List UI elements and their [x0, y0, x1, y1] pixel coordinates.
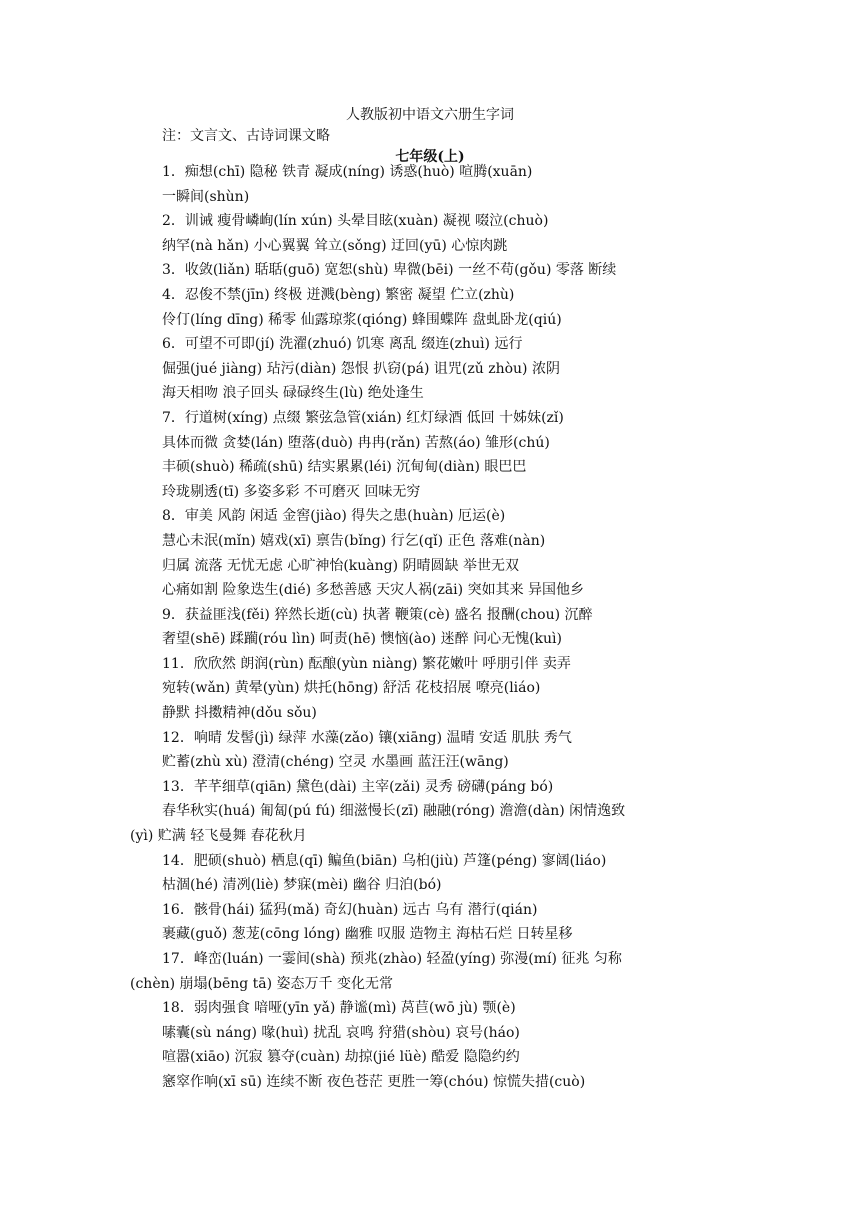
vocab-line: 丰硕(shuò) 稀疏(shū) 结实累累(léi) 沉甸甸(diàn) 眼巴巴	[162, 459, 527, 476]
document-title: 人教版初中语文六册生字词	[346, 107, 514, 123]
vocab-line: 14．肥硕(shuò) 栖息(qī) 鳊鱼(biān) 乌桕(jiù) 芦篷(péng) 寥阔(liáo)	[162, 852, 607, 869]
vocab-line: 枯涸(hé) 清冽(liè) 梦寐(mèi) 幽谷 归泊(bó)	[162, 877, 442, 894]
vocab-line: 窸窣作响(xī sū) 连续不断 夜色苍茫 更胜一筹(chóu) 惊慌失措(cuò)	[162, 1073, 586, 1090]
vocab-line: 慧心未泯(mǐn) 嬉戏(xī) 禀告(bǐng) 行乞(qǐ) 正色 落难(nàn)	[162, 532, 546, 549]
vocab-line: 3．收敛(liǎn) 聒聒(guō) 宽恕(shù) 卑微(bēi) 一丝不苟(gǒu) 零落 断续	[162, 262, 617, 279]
vocab-line: (yì) 贮满 轻飞曼舞 春花秋月	[130, 828, 307, 845]
vocab-line: 倔强(jué jiàng) 玷污(diàn) 怨恨 扒窃(pá) 诅咒(zǔ zhòu) 浓阴	[162, 360, 560, 377]
vocab-line: 归属 流落 无忧无虑 心旷神怡(kuàng) 阴晴圆缺 举世无双	[162, 557, 519, 574]
vocab-line: 纳罕(nà hǎn) 小心翼翼 耸立(sǒng) 迂回(yū) 心惊肉跳	[162, 237, 508, 254]
vocabulary-list	[0, 160, 860, 1095]
vocab-line: 海天相吻 浪子回头 碌碌终生(lù) 绝处逢生	[162, 385, 424, 402]
vocab-line: 7．行道树(xíng) 点缀 繁弦急管(xián) 红灯绿酒 低回 十姊妹(zǐ)	[162, 409, 564, 426]
vocab-line: 贮蓄(zhù xù) 澄清(chéng) 空灵 水墨画 蓝汪汪(wāng)	[162, 754, 509, 771]
vocab-line: 宛转(wǎn) 黄晕(yùn) 烘托(hōng) 舒活 花枝招展 嘹亮(liáo)	[162, 680, 541, 697]
vocab-line: 11．欣欣然 朗润(rùn) 酝酿(yùn niàng) 繁花嫩叶 呼朋引伴 卖弄	[162, 655, 571, 672]
vocab-line: 玲珑剔透(tī) 多姿多彩 不可磨灭 回味无穷	[162, 483, 421, 500]
vocab-line: 喧嚣(xiāo) 沉寂 篡夺(cuàn) 劫掠(jié lüè) 酷爱 隐隐约约	[162, 1049, 520, 1066]
vocab-line: 心痛如割 险象迭生(dié) 多愁善感 天灾人祸(zāi) 突如其来 异国他乡	[162, 582, 585, 599]
vocab-line: 奢望(shē) 蹂躏(róu lìn) 呵责(hē) 懊恼(ào) 迷醉 问心无愧(kuì)	[162, 631, 562, 648]
vocab-line: 8．审美 风韵 闲适 金窖(jiào) 得失之患(huàn) 厄运(è)	[162, 508, 506, 525]
vocab-line: 伶仃(líng dīng) 稀零 仙露琼浆(qióng) 蜂围蝶阵 盘虬卧龙(qiú)	[162, 311, 562, 328]
vocab-line: 一瞬间(shùn)	[162, 188, 250, 205]
vocab-line: 嗉囊(sù náng) 喙(huì) 扰乱 哀鸣 狩猎(shòu) 哀号(háo)	[162, 1024, 520, 1041]
vocab-line: 6．可望不可即(jí) 洗濯(zhuó) 饥寒 离乱 缀连(zhuì) 远行	[162, 336, 523, 353]
vocab-line: 1．痴想(chī) 隐秘 铁青 凝成(níng) 诱惑(huò) 喧腾(xuān)	[162, 164, 533, 180]
vocab-line: 16．骸骨(hái) 猛犸(mǎ) 奇幻(huàn) 远古 乌有 潜行(qián)	[162, 901, 538, 918]
vocab-line: 具体而微 贪婪(lán) 堕落(duò) 冉冉(rǎn) 苦熬(áo) 雏形(chú)	[162, 434, 550, 451]
vocab-line: (chèn) 崩塌(bēng tā) 姿态万千 变化无常	[130, 975, 394, 992]
vocab-line: 18．弱肉强食 喑哑(yīn yǎ) 静谧(mì) 莴苣(wō jù) 颚(è)	[162, 1000, 516, 1017]
vocab-line: 13．芊芊细草(qiān) 黛色(dài) 主宰(zǎi) 灵秀 磅礴(páng bó)	[162, 778, 554, 795]
vocab-line: 裹藏(guǒ) 葱茏(cōng lóng) 幽雅 叹服 造物主 海枯石烂 日转星移	[162, 926, 573, 943]
vocab-line: 2．训诫 瘦骨嶙峋(lín xún) 头晕目眩(xuàn) 凝视 啜泣(chuò)	[162, 213, 549, 230]
vocab-line: 17．峰峦(luán) 一霎间(shà) 预兆(zhào) 轻盈(yíng) 弥漫(mí) 征兆 匀称	[162, 951, 622, 967]
note-text: 注：文言文、古诗词课文略	[162, 128, 330, 144]
vocab-line: 9．获益匪浅(fěi) 猝然长逝(cù) 执著 鞭策(cè) 盛名 报酬(chou) 沉醉	[162, 606, 593, 623]
vocab-line: 4．忍俊不禁(jīn) 终极 迸溅(bèng) 繁密 凝望 伫立(zhù)	[162, 286, 515, 303]
vocab-line: 春华秋实(huá) 匍匐(pú fú) 细滋慢长(zī) 融融(róng) 澹澹(dàn) 闲情逸致	[162, 803, 626, 820]
vocab-line: 静默 抖擞精神(dǒu sǒu)	[162, 705, 317, 722]
section-heading: 七年级(上)	[395, 149, 465, 165]
vocab-line: 12．响晴 发髻(jì) 绿萍 水藻(zǎo) 镶(xiāng) 温晴 安适 肌肤 秀气	[162, 729, 572, 746]
